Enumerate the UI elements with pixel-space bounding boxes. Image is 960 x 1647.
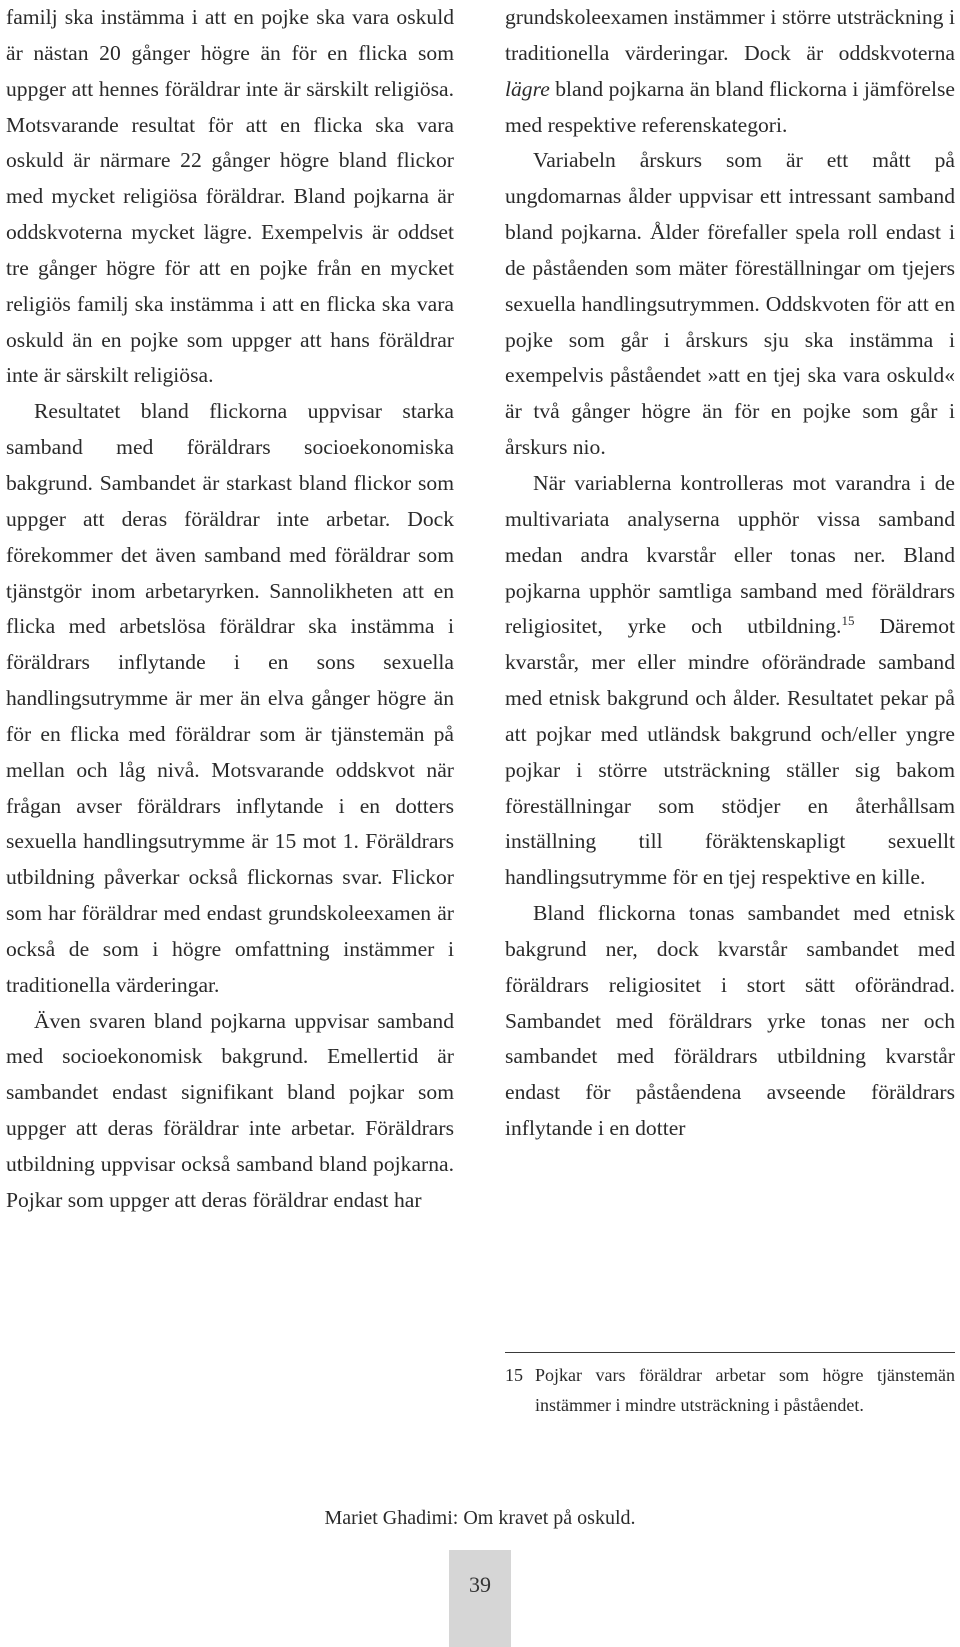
- right-paragraph-1-text-a: grundskoleexamen instämmer i större utsträckning i traditionella värderingar. Dock är oddskvoterna: [505, 5, 955, 65]
- right-paragraph-4: Bland flickorna tonas sambandet med etnisk bakgrund ner, dock kvarstår sambandet med föräldrars religiositet i stort sätt oförändrad. Sambandet med föräldrars yrke tonas ner och sambandet med föräldrars utbildning kvarstår endast för påståendena avseende föräldrars inflytande i en dotter: [505, 901, 955, 1141]
- right-paragraph-3: [505, 466, 955, 896]
- footnote-divider: [505, 1352, 955, 1353]
- page-number-box: [449, 1550, 511, 1647]
- footnote: [505, 1360, 955, 1420]
- right-paragraph-3-text-b: Däremot kvarstår, mer eller mindre oförändrade samband med etnisk bakgrund och ålder. Resultatet pekar på att pojkar med utländsk bakgrund och/eller yngre pojkar i större utsträckning ställer sig bakom föreställningar som stödjer en återhållsam inställning till föräktenskapligt sexuellt handlingsutrymme för en tjej respektive en kille.: [505, 614, 955, 890]
- left-paragraph-1: familj ska instämma i att en pojke ska vara oskuld är nästan 20 gånger högre än för en flicka som uppger att hennes föräldrar inte är särskilt religiösa. Motsvarande resultat för att en flicka ska vara oskuld är närmare 22 gånger högre bland flickor med mycket religiösa föräldrar. Bland pojkarna är oddskvoterna mycket lägre. Exempelvis är oddset tre gånger högre för att en pojke från en mycket religiös familj ska instämma i att en flicka ska vara oskuld än en pojke som uppger att hans föräldrar inte är särskilt religiösa.: [6, 5, 454, 388]
- emphasis-lagre: lägre: [505, 76, 550, 101]
- left-paragraph-2: Resultatet bland flickorna uppvisar starka samband med föräldrars socioekonomiska bakgrund. Sambandet är starkast bland flickor som uppger att deras föräldrar inte arbetar. Dock förekommer det även samband med föräldrar som tjänstgör inom arbetaryrken. Sannolikheten att en flicka med arbetslösa föräldrar ska instämma i föräldrars inflytande i en sons sexuella handlingsutrymme är mer än elva gånger högre än för en flicka med föräldrar som är tjänstemän på mellan och låg nivå. Motsvarande oddskvot när frågan avser föräldrars inflytande i en dotters sexuella handlingsutrymme är 15 mot 1. Föräldrars utbildning påverkar också flickornas svar. Flickor som har föräldrar med endast grundskoleexamen är också de som i högre omfattning instämmer i traditionella värderingar.: [6, 399, 454, 997]
- footnote-number: 15: [505, 1365, 523, 1385]
- footnote-reference[interactable]: 15: [841, 613, 855, 629]
- running-footer: Mariet Ghadimi: Om kravet på oskuld.: [324, 1507, 636, 1529]
- right-text-column: [505, 0, 955, 1147]
- left-paragraph-3: Även svaren bland pojkarna uppvisar samband med socioekonomisk bakgrund. Emellertid är sambandet endast signifikant bland pojkar som uppger att deras föräldrar inte arbetar. Föräldrars utbildning uppvisar också samband bland pojkarna. Pojkar som uppger att deras föräldrar endast har: [6, 1008, 454, 1212]
- right-paragraph-2: Variabeln årskurs som är ett mått på ungdomarnas ålder uppvisar ett intressant samband bland pojkarna. Ålder förefaller spela roll endast i de påståenden som mäter föreställningar om tjejers sexuella handlingsutrymmen. Oddskvoten för att en pojke som går i årskurs sju ska instämma i exempelvis påståendet »att en tjej ska vara oskuld« är två gånger högre än för en pojke som går i årskurs nio.: [505, 148, 955, 460]
- right-paragraph-1-text-b: bland pojkarna än bland flickorna i jämförelse med respektive referenskategori.: [505, 76, 955, 137]
- left-text-column: [6, 0, 454, 1219]
- right-paragraph-1: [505, 0, 955, 143]
- page-number: 39: [469, 1572, 491, 1597]
- footnote-text: Pojkar vars föräldrar arbetar som högre tjänstemän instämmer i mindre utsträckning i påståendet.: [535, 1365, 955, 1415]
- right-paragraph-3-text-a: När variablerna kontrolleras mot varandra i de multivariata analyserna upphör vissa samband medan andra kvarstår eller tonas ner. Bland pojkarna upphör samtliga samband med föräldrars religiositet, yrke och utbildning.: [505, 470, 955, 639]
